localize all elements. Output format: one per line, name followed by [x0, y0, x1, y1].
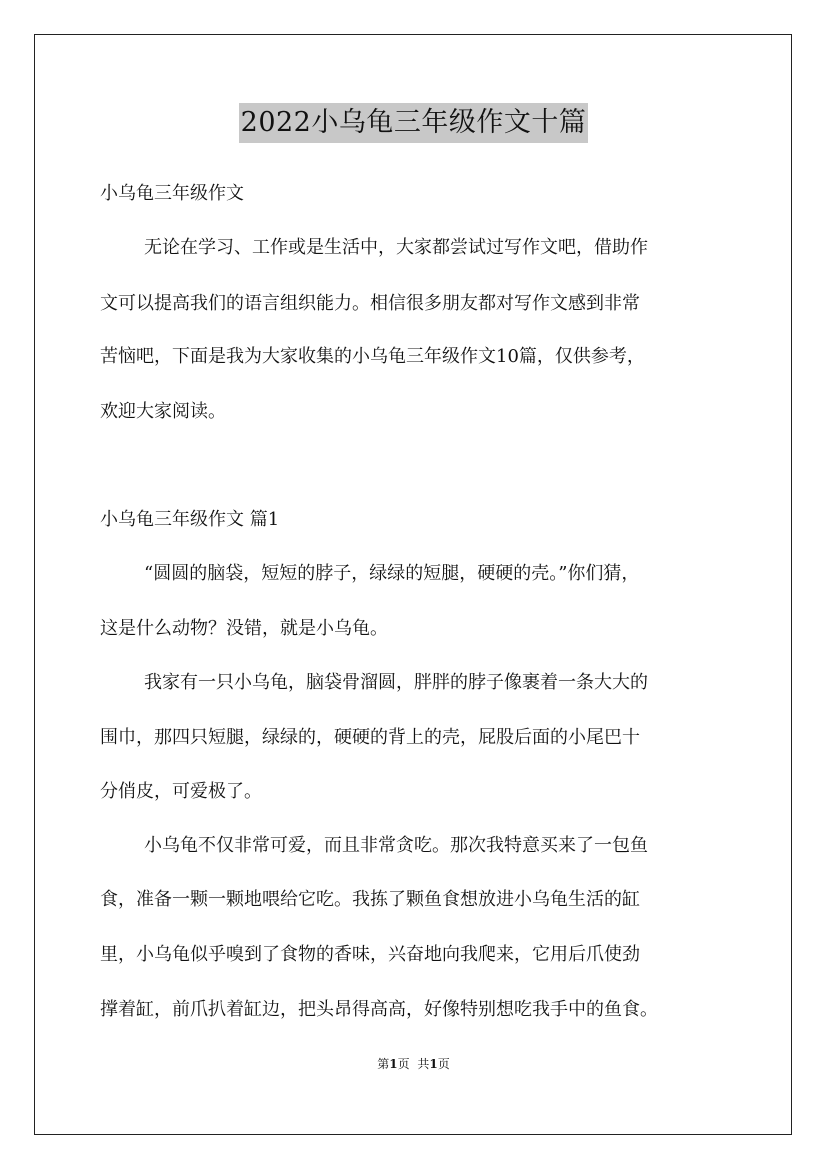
paragraph-line: 撑着缸，前爪扒着缸边，把头昂得高高，好像特别想吃我手中的鱼食。: [100, 999, 658, 1020]
title-container: [0, 103, 827, 143]
paragraph-line: 我家有一只小乌龟，脑袋骨溜圆，胖胖的脖子像裹着一条大大的: [144, 672, 648, 693]
paragraph-line: 文可以提高我们的语言组织能力。相信很多朋友都对写作文感到非常: [100, 293, 640, 314]
document-title: 2022小乌龟三年级作文十篇: [239, 103, 589, 143]
paragraph-line: 小乌龟不仅非常可爱，而且非常贪吃。那次我特意买来了一包鱼: [144, 835, 648, 856]
paragraph-line: 里，小乌龟似乎嗅到了食物的香味，兴奋地向我爬来，它用后爪使劲: [100, 944, 640, 965]
section-heading-part1: 小乌龟三年级作文 篇1: [100, 509, 280, 530]
total-pages: 1: [429, 1057, 438, 1071]
page-label-suffix: 页: [397, 1057, 410, 1071]
paragraph-line: 分俏皮，可爱极了。: [100, 781, 262, 802]
page-footer: [0, 1056, 827, 1072]
paragraph-line: 欢迎大家阅读。: [100, 401, 226, 422]
total-label-suffix: 页: [437, 1057, 450, 1071]
paragraph-line: 围巾，那四只短腿，绿绿的，硬硬的背上的壳，屁股后面的小尾巴十: [100, 727, 640, 748]
paragraph-line: 食，准备一颗一颗地喂给它吃。我拣了颗鱼食想放进小乌龟生活的缸: [100, 889, 640, 910]
page-number: 1: [389, 1057, 398, 1071]
paragraph-line: 无论在学习、工作或是生活中，大家都尝试过写作文吧，借助作: [144, 237, 648, 258]
page-label-prefix: 第: [377, 1057, 390, 1071]
section-heading-intro: 小乌龟三年级作文: [100, 183, 244, 204]
paragraph-line: 这是什么动物？没错，就是小乌龟。: [100, 618, 388, 639]
total-label-prefix: 共: [417, 1057, 430, 1071]
paragraph-line: 苦恼吧，下面是我为大家收集的小乌龟三年级作文10篇，仅供参考，: [100, 346, 645, 367]
paragraph-line: “圆圆的脑袋，短短的脖子，绿绿的短腿，硬硬的壳。”你们猜，: [144, 563, 640, 584]
